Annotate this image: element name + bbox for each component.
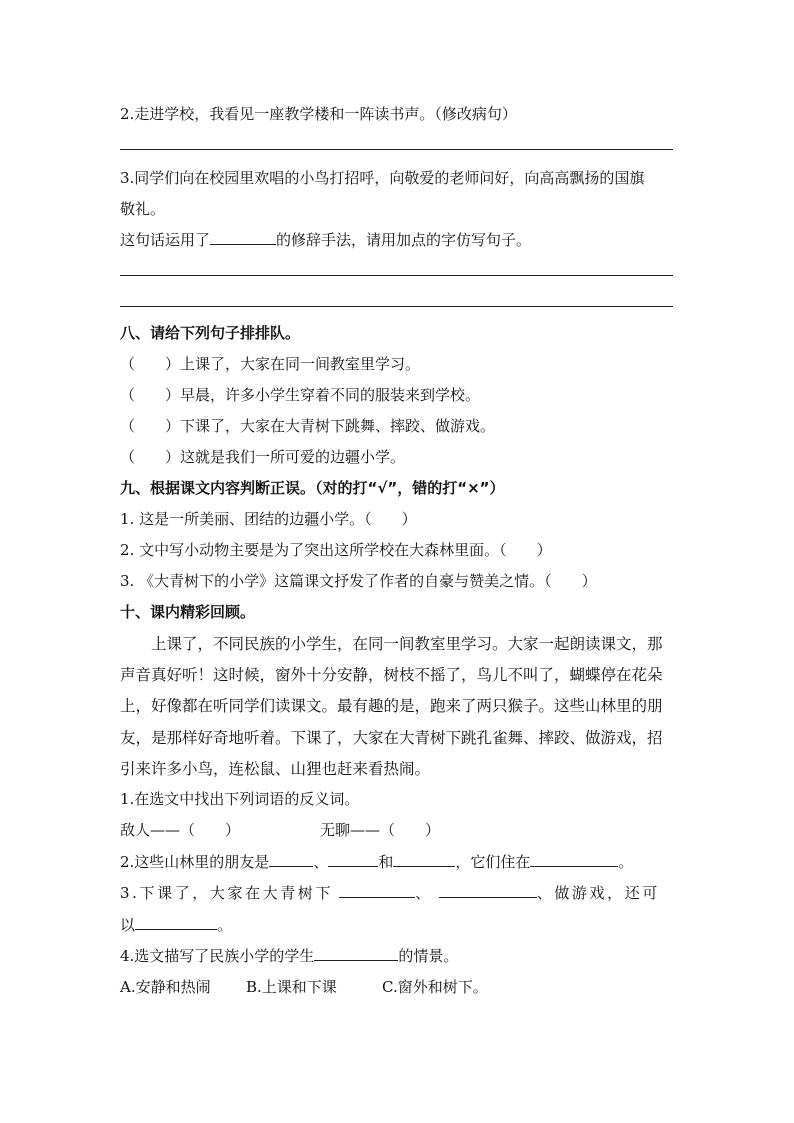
passage-line: 引来许多小鸟，连松鼠、山狸也赶来看热闹。 [120, 760, 431, 778]
fill-blank[interactable] [314, 946, 398, 961]
q7-item3-line1: 3.同学们向在校园里欢唱的小鸟打招呼，向敬爱的老师问好，向高高飘扬的国旗 [120, 169, 645, 187]
separator: 、 [415, 884, 433, 902]
prompt-text: 的情景。 [398, 947, 459, 965]
q7-item2: 2.走进学校，我看见一座教学楼和一阵读书声。（修改病句） [120, 105, 517, 123]
prompt-text: 、做游戏，还可 [536, 884, 660, 902]
q9-heading: 九、根据课文内容判断正误。（对的打“√”，错的打“×”） [120, 479, 505, 497]
q7-item3-prompt [120, 229, 531, 250]
q8-item: （ ）下课了，大家在大青树下跳舞、摔跤、做游戏。 [120, 417, 496, 435]
fill-blank[interactable] [393, 852, 455, 867]
fill-blank[interactable] [339, 883, 415, 898]
answer-line[interactable] [120, 306, 673, 307]
q8-item: （ ）早晨，许多小学生穿着不同的服装来到学校。 [120, 386, 481, 404]
prompt-text: 4.选文描写了民族小学的学生 [120, 947, 315, 965]
passage-line: 友，是那样好奇地听着。下课了，大家在大青树下跳孔雀舞、摔跤、做游戏，招 [120, 729, 663, 747]
q9-item: 2. 文中写小动物主要是为了突出这所学校在大森林里面。（ ） [120, 541, 552, 559]
q10-sub3-cont [120, 914, 232, 935]
q8-item: （ ）上课了，大家在同一间教室里学习。 [120, 355, 421, 373]
option-a: A.安静和热闹 [120, 978, 211, 996]
prompt-text: 以 [120, 916, 136, 934]
prompt-text: 2.这些山林里的朋友是 [120, 853, 270, 871]
prompt-text: 这句话运用了 [120, 231, 211, 249]
passage-line: 上课了，不同民族的小学生，在同一间教室里学习。大家一起朗读课文，那 [120, 635, 663, 653]
passage-line: 上，好像都在听同学们读课文。最有趣的是，跑来了两只猴子。这些山林里的朋 [120, 697, 663, 715]
q10-sub2 [120, 851, 633, 872]
q10-sub1: 1.在选文中找出下列词语的反义词。 [120, 790, 360, 808]
antonym-enemy: 敌人——（ ） [120, 821, 241, 839]
q9-item: 1. 这是一所美丽、团结的边疆小学。（ ） [120, 510, 417, 528]
q10-sub3 [120, 882, 660, 903]
answer-line[interactable] [120, 275, 673, 276]
antonym-boring: 无聊——（ ） [320, 821, 441, 839]
prompt-text: 的修辞手法，请用加点的字仿写句子。 [276, 231, 532, 249]
q7-item3-line2: 敬礼。 [120, 200, 166, 218]
fill-blank[interactable] [269, 852, 313, 867]
end-mark: 。 [217, 916, 233, 934]
fill-blank[interactable] [210, 230, 276, 245]
fill-blank[interactable] [328, 852, 378, 867]
q8-item: （ ）这就是我们一所可爱的边疆小学。 [120, 448, 406, 466]
passage-line: 声音真好听！这时候，窗外十分安静，树枝不摇了，鸟儿不叫了，蝴蝶停在花朵 [120, 666, 663, 684]
option-b: B.上课和下课 [246, 978, 337, 996]
end-mark: 。 [618, 853, 634, 871]
q10-heading: 十、课内精彩回顾。 [120, 603, 256, 621]
separator: 、 [313, 853, 329, 871]
q10-sub4 [120, 945, 458, 966]
prompt-text: 3.下课了，大家在大青树下 [120, 884, 334, 902]
separator: 和 [378, 853, 394, 871]
answer-line[interactable] [120, 149, 673, 150]
fill-blank[interactable] [135, 915, 217, 930]
q8-heading: 八、请给下列句子排排队。 [120, 324, 301, 342]
fill-blank[interactable] [530, 852, 618, 867]
option-c: C.窗外和树下。 [382, 978, 488, 996]
q9-item: 3. 《大青树下的小学》这篇课文抒发了作者的自豪与赞美之情。（ ） [120, 572, 597, 590]
fill-blank[interactable] [439, 883, 537, 898]
prompt-text: ，它们住在 [455, 853, 531, 871]
